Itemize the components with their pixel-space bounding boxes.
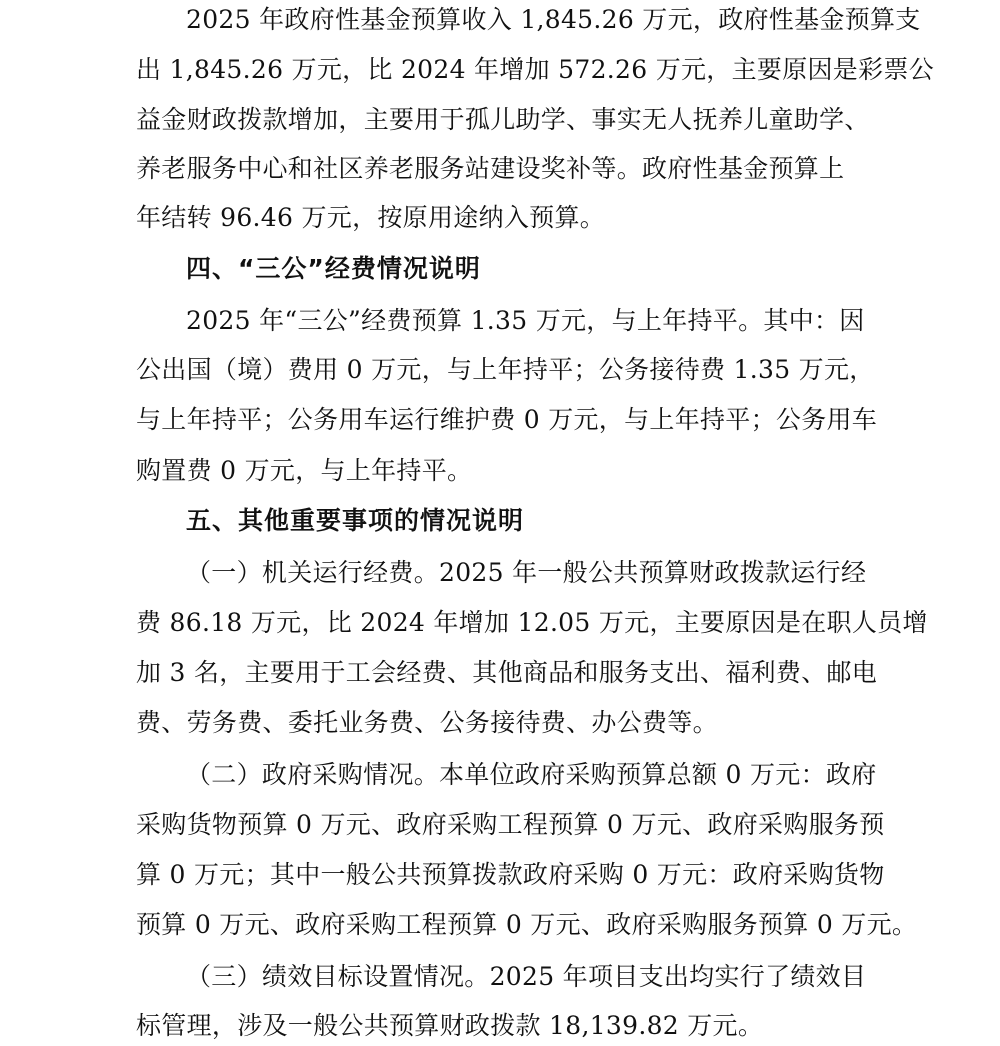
paragraph-line: （三）绩效目标设置情况。2025 年项目支出均实行了绩效目 [186,962,867,991]
paragraph-line: 养老服务中心和社区养老服务站建设奖补等。政府性基金预算上 [136,154,845,183]
paragraph-line: 加 3 名，主要用于工会经费、其他商品和服务支出、福利费、邮电 [136,658,878,687]
paragraph-line: 益金财政拨款增加，主要用于孤儿助学、事实无人抚养儿童助学、 [136,105,870,134]
paragraph-line: 2025 年“三公”经费预算 1.35 万元，与上年持平。其中：因 [186,306,865,335]
paragraph-line: 费 86.18 万元，比 2024 年增加 12.05 万元，主要原因是在职人员增 [136,608,928,637]
paragraph-line: 公出国（境）费用 0 万元，与上年持平；公务接待费 1.35 万元， [136,355,875,384]
paragraph-line: 与上年持平；公务用车运行维护费 0 万元，与上年持平；公务用车 [136,405,878,434]
paragraph-line: 出 1,845.26 万元，比 2024 年增加 572.26 万元，主要原因是彩票公 [136,55,935,84]
paragraph-line: 购置费 0 万元，与上年持平。 [136,456,473,485]
paragraph-line: 2025 年政府性基金预算收入 1,845.26 万元，政府性基金预算支 [186,5,921,34]
paragraph-line: 采购货物预算 0 万元、政府采购工程预算 0 万元、政府采购服务预 [136,810,885,839]
section-heading-4: 四、“三公”经费情况说明 [186,254,481,283]
paragraph-line: 标管理，涉及一般公共预算财政拨款 18,139.82 万元。 [136,1011,764,1040]
section-heading-5: 五、其他重要事项的情况说明 [186,506,525,535]
paragraph-line: 费、劳务费、委托业务费、公务接待费、办公费等。 [136,708,718,737]
paragraph-line: （一）机关运行经费。2025 年一般公共预算财政拨款运行经 [186,558,867,587]
paragraph-line: 算 0 万元；其中一般公共预算拨款政府采购 0 万元：政府采购货物 [136,860,885,889]
paragraph-line: 预算 0 万元、政府采购工程预算 0 万元、政府采购服务预算 0 万元。 [136,910,918,939]
paragraph-line: （二）政府采购情况。本单位政府采购预算总额 0 万元：政府 [186,760,877,789]
paragraph-line: 年结转 96.46 万元，按原用途纳入预算。 [136,203,606,232]
